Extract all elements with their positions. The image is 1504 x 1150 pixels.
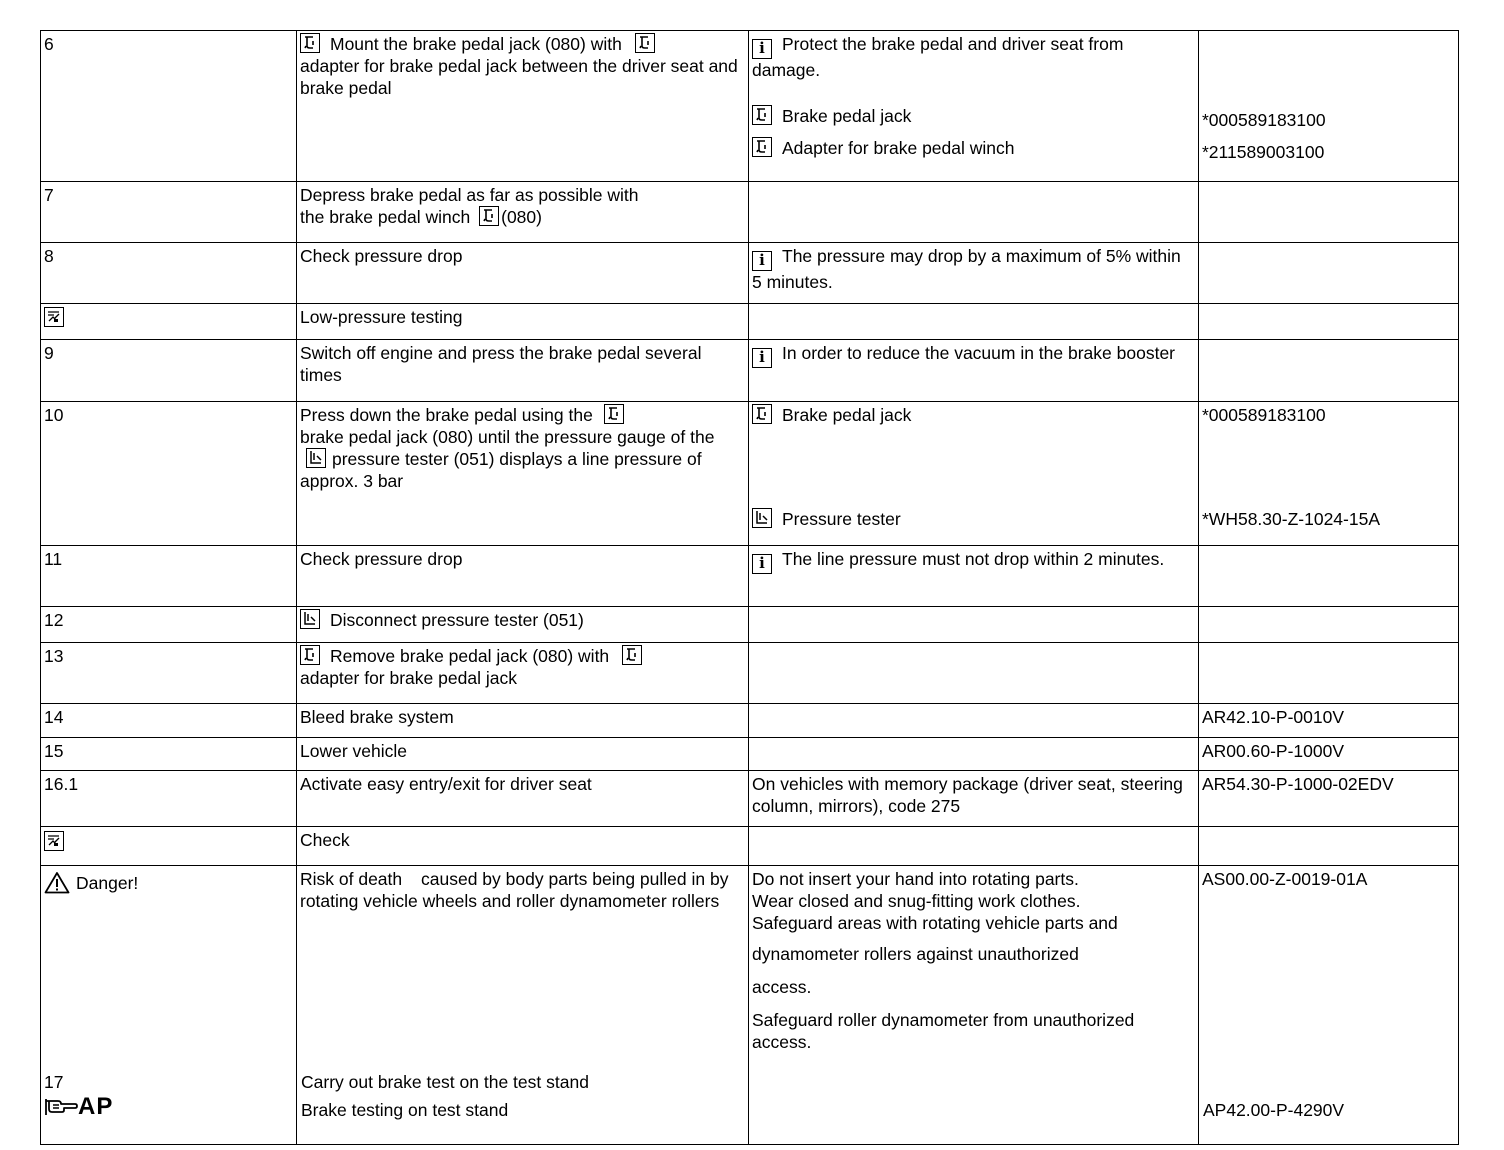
special-tool-icon — [635, 33, 655, 53]
step-number: 12 — [41, 607, 297, 643]
step-note: On vehicles with memory package (driver seat, steering column, mirrors), code 275 — [749, 771, 1199, 827]
special-tool-icon — [300, 33, 320, 53]
table-row — [41, 182, 1459, 243]
step-reference — [1199, 866, 1459, 1145]
tool-reference: *000589183100 — [1202, 405, 1326, 425]
step-action: Mount the brake pedal jack (080) with adapter for brake pedal jack between the driver seat and brake pedal — [297, 31, 749, 182]
step-action: Press down the brake pedal using the brake pedal jack (080) until the pressure gauge of the pressure tester (051) displays a line pressure of approx. 3 bar — [297, 402, 749, 546]
step-number: 9 — [41, 340, 297, 402]
step-note: i The line pressure must not drop within 2 minutes. — [749, 546, 1199, 607]
pressure-tester-icon — [752, 508, 772, 528]
special-tool-icon — [752, 137, 772, 157]
step-reference — [1199, 243, 1459, 304]
test-gauge-icon — [44, 307, 64, 327]
info-icon: i — [752, 554, 772, 574]
step-action: Activate easy entry/exit for driver seat — [297, 771, 749, 827]
step-note: i The pressure may drop by a maximum of 5% within 5 minutes. — [749, 243, 1199, 304]
table-row — [41, 340, 1459, 402]
step-number: 16.1 — [41, 771, 297, 827]
special-tool-icon — [479, 206, 499, 226]
step-reference — [1199, 827, 1459, 866]
step-reference — [1199, 643, 1459, 704]
ap-label: AP — [78, 1093, 114, 1120]
step-number: 10 — [41, 402, 297, 546]
special-tool-icon — [604, 404, 624, 424]
step-note — [749, 738, 1199, 771]
tool-item: Pressure tester — [752, 508, 1194, 530]
info-icon: i — [752, 39, 772, 59]
table-row — [41, 243, 1459, 304]
step-number: 8 — [41, 243, 297, 304]
table-row — [41, 643, 1459, 704]
step-reference — [1199, 31, 1459, 182]
special-tool-icon — [300, 645, 320, 665]
step-note — [749, 607, 1199, 643]
danger-text: caused by body parts being pulled in by rotating vehicle wheels and roller dynamometer rollers — [300, 869, 729, 911]
step-number: 17 — [44, 1072, 64, 1092]
step-number: 7 — [41, 182, 297, 243]
step-note — [749, 304, 1199, 340]
step-number: 11 — [41, 546, 297, 607]
pressure-tester-icon — [306, 448, 326, 468]
special-tool-icon — [752, 105, 772, 125]
step-action: Check pressure drop — [297, 546, 749, 607]
info-icon: i — [752, 348, 772, 368]
table-row — [41, 704, 1459, 738]
step-action — [297, 866, 749, 1145]
step-number: 14 — [41, 704, 297, 738]
danger-reference: AS00.00-Z-0019-01A — [1202, 869, 1368, 889]
table-row — [41, 31, 1459, 182]
tool-item: Adapter for brake pedal winch — [752, 137, 1194, 159]
tool-reference: *211589003100 — [1202, 142, 1325, 162]
table-row — [41, 866, 1459, 1145]
info-icon: i — [752, 251, 772, 271]
table-row — [41, 304, 1459, 340]
step-action: Lower vehicle — [297, 738, 749, 771]
table-row — [41, 771, 1459, 827]
step-note: i Protect the brake pedal and driver seat from damage. Brake pedal jack Adapter for brake pedal winch — [749, 31, 1199, 182]
step-note — [749, 182, 1199, 243]
step-note — [749, 643, 1199, 704]
step-action: Switch off engine and press the brake pedal several times — [297, 340, 749, 402]
step-note — [749, 827, 1199, 866]
step-note: i In order to reduce the vacuum in the brake booster — [749, 340, 1199, 402]
tool-reference: *000589183100 — [1202, 110, 1326, 130]
step-reference — [1199, 340, 1459, 402]
tool-reference: *WH58.30-Z-1024-15A — [1202, 509, 1380, 529]
danger-label: Danger! — [44, 871, 138, 894]
step-action: Depress brake pedal as far as possible with the brake pedal winch (080) — [297, 182, 749, 243]
step-action: Remove brake pedal jack (080) with adapter for brake pedal jack — [297, 643, 749, 704]
step-action-17: Carry out brake test on the test stand — [301, 1072, 589, 1092]
step-number: 13 — [41, 643, 297, 704]
step-action: Disconnect pressure tester (051) — [297, 607, 749, 643]
special-tool-icon — [752, 404, 772, 424]
step-note — [749, 704, 1199, 738]
step-reference: AR54.30-P-1000-02EDV — [1199, 771, 1459, 827]
special-tool-icon — [622, 645, 642, 665]
step-action: Check pressure drop — [297, 243, 749, 304]
step-reference — [1199, 546, 1459, 607]
step-reference — [1199, 182, 1459, 243]
table-row — [41, 607, 1459, 643]
table-row — [41, 827, 1459, 866]
ap-action: Brake testing on test stand — [301, 1100, 509, 1120]
step-action: Bleed brake system — [297, 704, 749, 738]
pointing-hand-icon — [44, 1096, 78, 1118]
danger-title: Risk of death — [300, 869, 403, 889]
table-row — [41, 738, 1459, 771]
step-reference: AR42.10-P-0010V — [1199, 704, 1459, 738]
step-note — [749, 402, 1199, 546]
tool-item: Brake pedal jack — [752, 105, 1194, 127]
section-title: Low-pressure testing — [297, 304, 749, 340]
ap-marker — [44, 1093, 114, 1120]
safety-measures: Do not insert your hand into rotating parts. Wear closed and snug-fitting work clothes. Safeguard areas with rotating vehicle parts and dynamometer rollers against unauthorized access. Safeguard roller dynamometer from unauthorized access. — [749, 866, 1199, 1145]
ap-reference: AP42.00-P-4290V — [1203, 1100, 1345, 1120]
warning-triangle-icon — [44, 871, 70, 894]
table-row — [41, 402, 1459, 546]
test-gauge-icon — [44, 831, 64, 851]
step-reference: AR00.60-P-1000V — [1199, 738, 1459, 771]
section-title: Check — [297, 827, 749, 866]
step-number: 15 — [41, 738, 297, 771]
procedure-document — [40, 30, 1458, 1145]
step-number: 6 — [41, 31, 297, 182]
tool-item: Brake pedal jack — [752, 404, 1194, 426]
table-row — [41, 546, 1459, 607]
section-marker — [41, 304, 297, 340]
pressure-tester-icon — [300, 609, 320, 629]
step-reference — [1199, 304, 1459, 340]
step-reference — [1199, 402, 1459, 546]
procedure-table — [40, 30, 1459, 1145]
step-reference — [1199, 607, 1459, 643]
danger-column — [41, 866, 297, 1145]
section-marker — [41, 827, 297, 866]
